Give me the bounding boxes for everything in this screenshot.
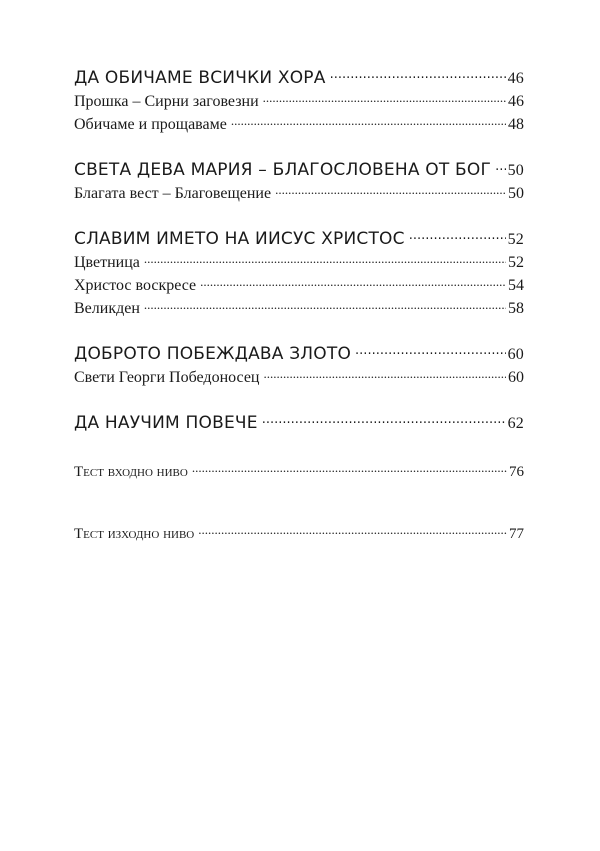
dot-leader xyxy=(198,523,507,538)
toc-item-title: Великден xyxy=(74,300,140,317)
toc-heading-title: ДА ОБИЧАМЕ ВСИЧКИ ХОРА xyxy=(74,68,326,88)
dot-leader xyxy=(330,66,506,83)
toc-item-title: Обичаме и прощаваме xyxy=(74,116,227,133)
toc-page-number: 62 xyxy=(507,415,524,432)
dot-leader xyxy=(263,366,506,382)
toc-page-number: 54 xyxy=(508,277,524,294)
dot-leader xyxy=(409,227,506,244)
toc-heading-entry[interactable] xyxy=(74,66,524,90)
toc-page-number: 58 xyxy=(508,300,524,317)
toc-item-entry[interactable] xyxy=(74,274,524,297)
toc-item-title: Благата вест – Благовещение xyxy=(74,185,272,202)
toc-item-entry[interactable] xyxy=(74,366,524,389)
toc-item-entry[interactable] xyxy=(74,182,524,205)
dot-leader xyxy=(262,411,506,428)
toc-heading-title: СВЕТА ДЕВА МАРИЯ – БЛАГОСЛОВЕНА ОТ БОГ xyxy=(74,160,492,180)
toc-page-number: 52 xyxy=(508,254,524,271)
toc-heading-entry[interactable] xyxy=(74,342,524,366)
toc-test-entry[interactable] xyxy=(74,523,524,545)
dot-leader xyxy=(192,461,507,476)
dot-leader xyxy=(355,342,506,359)
toc-page-number: 77 xyxy=(509,526,524,542)
toc-heading-entry[interactable] xyxy=(74,411,524,435)
dot-leader xyxy=(200,274,506,290)
toc-heading-title: ДОБРОТО ПОБЕЖДАВА ЗЛОТО xyxy=(74,344,352,364)
toc-heading-title: ДА НАУЧИМ ПОВЕЧЕ xyxy=(74,413,258,433)
dot-leader xyxy=(144,251,506,267)
toc-page-number: 60 xyxy=(508,369,524,386)
table-of-contents xyxy=(74,66,524,545)
toc-page-number: 52 xyxy=(507,231,524,248)
toc-page-number: 46 xyxy=(508,93,524,110)
toc-item-title: Христос воскресе xyxy=(74,277,197,294)
toc-item-entry[interactable] xyxy=(74,251,524,274)
toc-section xyxy=(74,66,524,136)
dot-leader xyxy=(263,90,506,106)
toc-section xyxy=(74,158,524,205)
toc-heading-title: СЛАВИМ ИМЕТО НА ИИСУС ХРИСТОС xyxy=(74,229,405,249)
toc-item-entry[interactable] xyxy=(74,90,524,113)
dot-leader xyxy=(144,297,506,313)
toc-page-number: 48 xyxy=(508,116,524,133)
toc-page-number: 46 xyxy=(507,70,524,87)
dot-leader xyxy=(275,182,506,198)
toc-heading-entry[interactable] xyxy=(74,158,524,182)
toc-item-entry[interactable] xyxy=(74,297,524,320)
toc-test-title: Тест изходно ниво xyxy=(74,526,195,542)
toc-section xyxy=(74,342,524,389)
toc-page-number: 60 xyxy=(507,346,524,363)
dot-leader xyxy=(231,113,506,129)
toc-item-entry[interactable] xyxy=(74,113,524,136)
dot-leader xyxy=(495,158,506,175)
toc-page-number: 76 xyxy=(509,464,524,480)
toc-section xyxy=(74,227,524,320)
toc-test-title: Тест входно ниво xyxy=(74,464,188,480)
toc-heading-entry[interactable] xyxy=(74,227,524,251)
toc-page-number: 50 xyxy=(508,185,524,202)
toc-item-title: Прошка – Сирни заговезни xyxy=(74,93,259,110)
toc-page-number: 50 xyxy=(507,162,524,179)
toc-item-title: Цветница xyxy=(74,254,140,271)
toc-test-entry[interactable] xyxy=(74,461,524,483)
toc-item-title: Свети Георги Победоносец xyxy=(74,369,260,386)
toc-section xyxy=(74,411,524,435)
